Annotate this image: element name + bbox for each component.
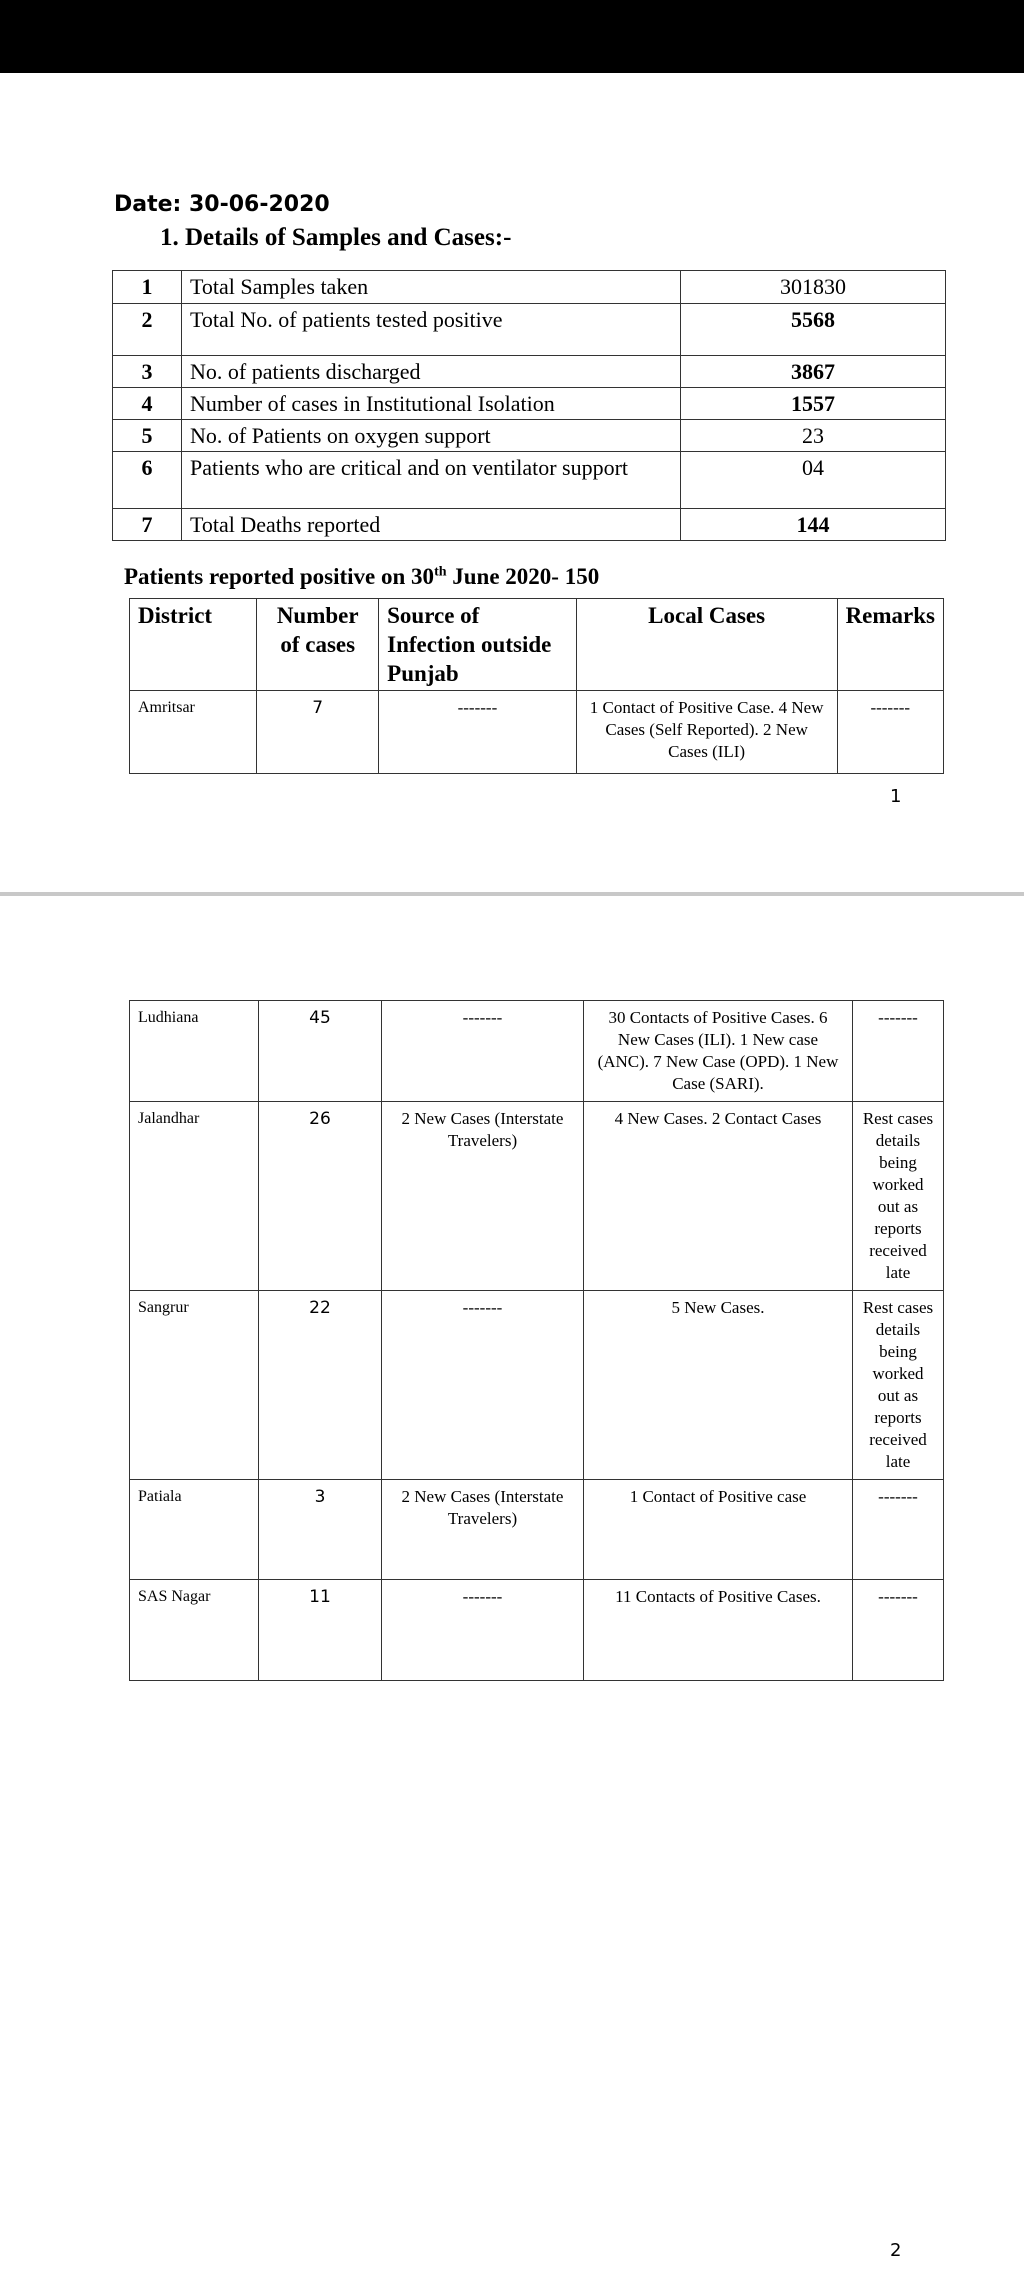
district-cell: Ludhiana [130, 1001, 259, 1102]
header-row [130, 599, 944, 691]
cases-table-page-2 [129, 1000, 944, 1681]
row-number: 6 [113, 452, 182, 509]
header-number: Number of cases [257, 599, 379, 691]
local-cell: 1 Contact of Positive Case. 4 New Cases (Self Reported). 2 New Cases (ILI) [576, 691, 837, 774]
number-cell: 26 [259, 1102, 382, 1291]
table-row [130, 1102, 944, 1291]
table-row [113, 388, 946, 420]
row-label: Total Deaths reported [182, 509, 681, 541]
number-cell: 45 [259, 1001, 382, 1102]
header-district: District [130, 599, 257, 691]
table-row [113, 356, 946, 388]
table-row [130, 1001, 944, 1102]
row-number: 3 [113, 356, 182, 388]
table-row [113, 420, 946, 452]
source-cell: 2 New Cases (Interstate Travelers) [382, 1102, 584, 1291]
row-value: 04 [681, 452, 946, 509]
row-label: No. of Patients on oxygen support [182, 420, 681, 452]
page-divider [0, 892, 1024, 896]
row-label: Patients who are critical and on ventilator support [182, 452, 681, 509]
number-cell: 11 [259, 1580, 382, 1681]
table-row [130, 1291, 944, 1480]
positive-cases-title: Patients reported positive on 30th June 2020- 150 [124, 564, 600, 589]
row-label: Total Samples taken [182, 271, 681, 304]
local-cell: 4 New Cases. 2 Contact Cases [584, 1102, 853, 1291]
remarks-cell: ------- [853, 1580, 944, 1681]
local-cell: 1 Contact of Positive case [584, 1480, 853, 1580]
summary-table [112, 270, 946, 541]
page-number: 2 [890, 2240, 902, 2261]
district-cell: SAS Nagar [130, 1580, 259, 1681]
number-cell: 22 [259, 1291, 382, 1480]
cases-table-page-1 [129, 598, 944, 774]
district-cell: Amritsar [130, 691, 257, 774]
section-heading: 1. Details of Samples and Cases:- [160, 224, 512, 251]
row-number: 2 [113, 304, 182, 356]
table-row [113, 271, 946, 304]
source-cell: 2 New Cases (Interstate Travelers) [382, 1480, 584, 1580]
row-number: 7 [113, 509, 182, 541]
table-row [130, 1580, 944, 1681]
row-value: 3867 [681, 356, 946, 388]
report-date: Date: 30-06-2020 [114, 192, 330, 217]
district-cell: Sangrur [130, 1291, 259, 1480]
remarks-cell: ------- [837, 691, 943, 774]
top-black-bar [0, 0, 1024, 73]
source-cell: ------- [379, 691, 577, 774]
local-cell: 11 Contacts of Positive Cases. [584, 1580, 853, 1681]
remarks-cell: Rest cases details being worked out as reports received late [853, 1102, 944, 1291]
row-number: 4 [113, 388, 182, 420]
row-number: 5 [113, 420, 182, 452]
row-value: 301830 [681, 271, 946, 304]
district-cell: Jalandhar [130, 1102, 259, 1291]
table-row [113, 509, 946, 541]
row-label: Number of cases in Institutional Isolation [182, 388, 681, 420]
page-number: 1 [890, 786, 902, 807]
row-number: 1 [113, 271, 182, 304]
row-value: 23 [681, 420, 946, 452]
table-row [113, 304, 946, 356]
source-cell: ------- [382, 1291, 584, 1480]
header-source: Source of Infection outside Punjab [379, 599, 577, 691]
header-local: Local Cases [576, 599, 837, 691]
local-cell: 5 New Cases. [584, 1291, 853, 1480]
number-cell: 3 [259, 1480, 382, 1580]
source-cell: ------- [382, 1580, 584, 1681]
row-label: No. of patients discharged [182, 356, 681, 388]
remarks-cell: ------- [853, 1480, 944, 1580]
number-cell: 7 [257, 691, 379, 774]
district-cell: Patiala [130, 1480, 259, 1580]
header-remarks: Remarks [837, 599, 943, 691]
table-row [130, 1480, 944, 1580]
source-cell: ------- [382, 1001, 584, 1102]
table-row [113, 452, 946, 509]
local-cell: 30 Contacts of Positive Cases. 6 New Cases (ILI). 1 New case (ANC). 7 New Case (OPD). 1 New Case (SARI). [584, 1001, 853, 1102]
row-value: 1557 [681, 388, 946, 420]
row-value: 5568 [681, 304, 946, 356]
row-value: 144 [681, 509, 946, 541]
remarks-cell: Rest cases details being worked out as reports received late [853, 1291, 944, 1480]
row-label: Total No. of patients tested positive [182, 304, 681, 356]
remarks-cell: ------- [853, 1001, 944, 1102]
table-row [130, 691, 944, 774]
